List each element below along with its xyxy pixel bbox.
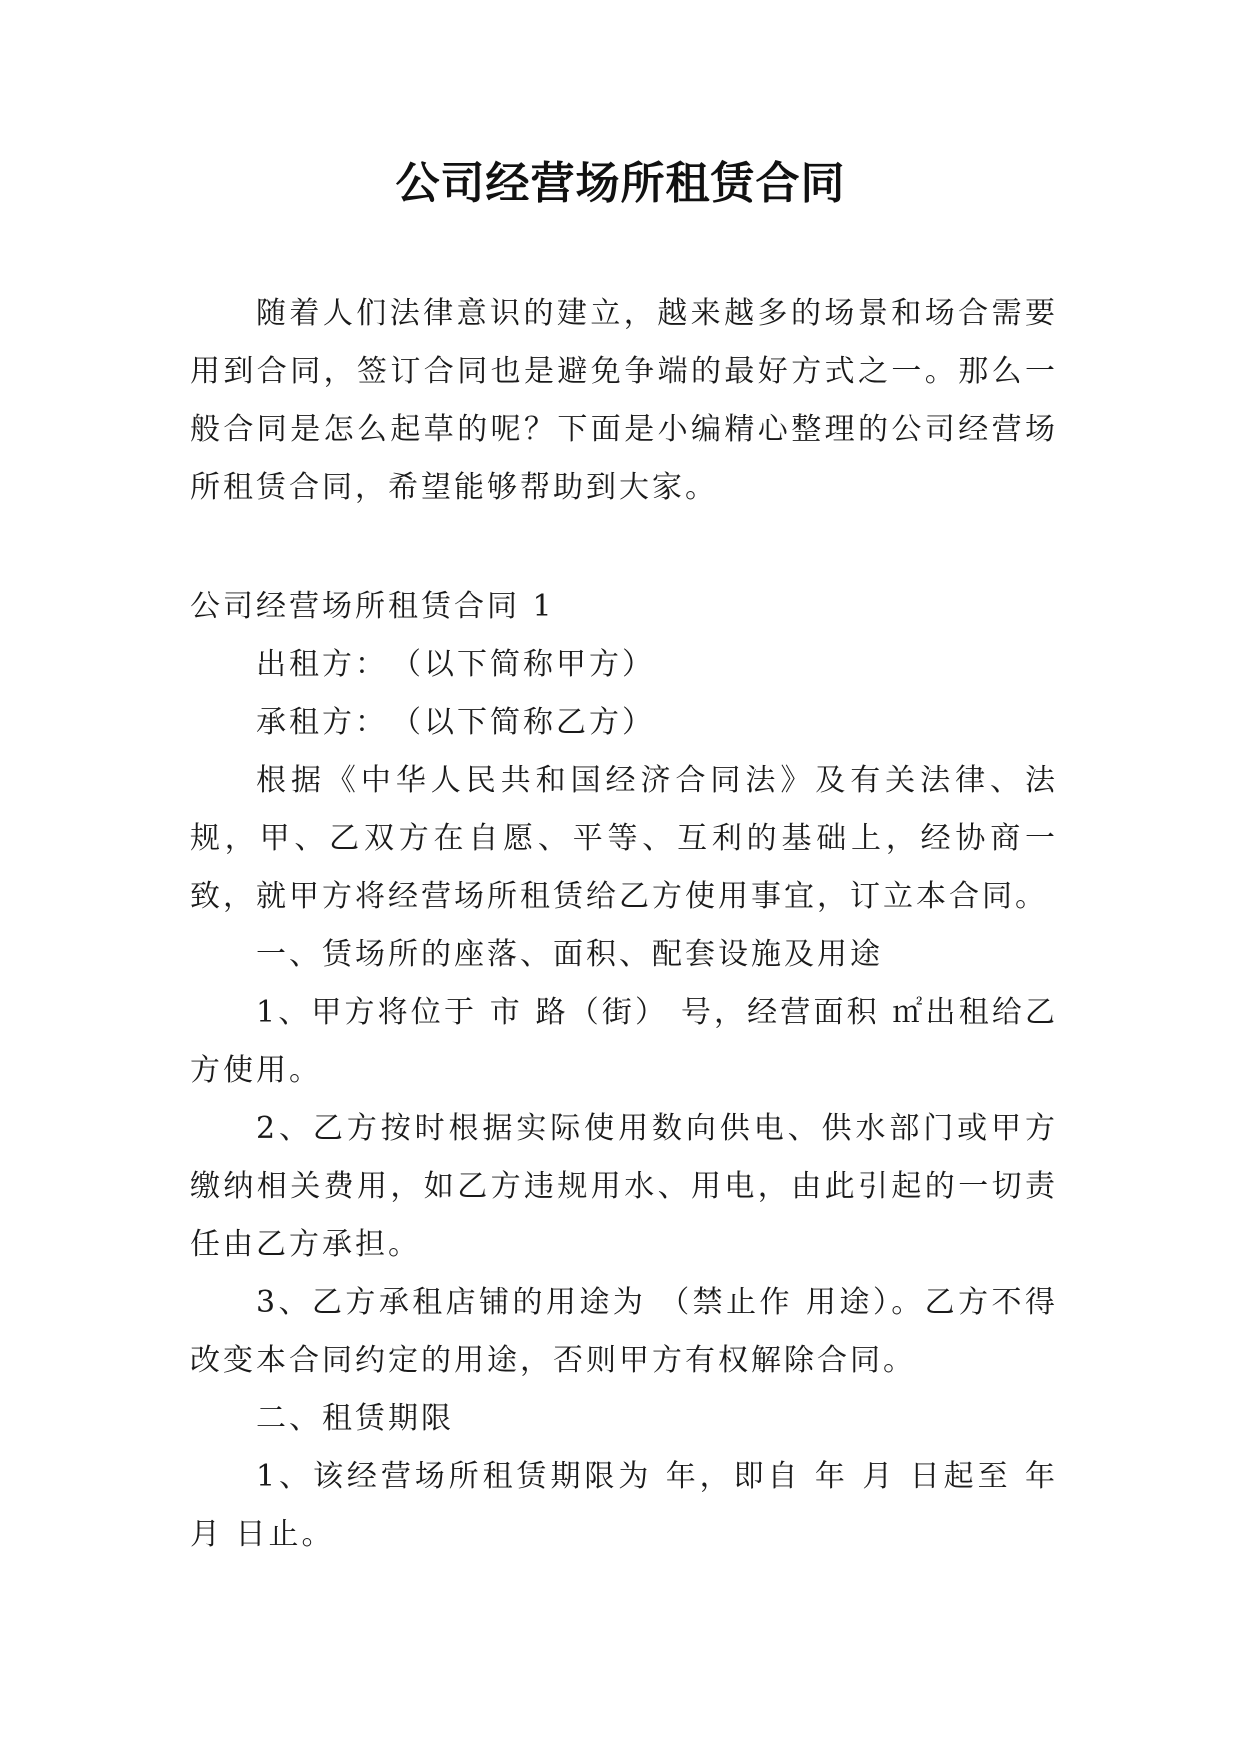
intro-section — [190, 285, 1058, 517]
contract-section — [190, 578, 1058, 1564]
document-title: 公司经营场所租赁合同 — [395, 158, 846, 209]
clause-1-item-1: 1、甲方将位于 市 路（街） 号，经营面积 ㎡出租给乙方使用。 — [190, 995, 1058, 1088]
clause-2-item-1: 1、该经营场所租赁期限为 年，即自 年 月 日起至 年 月 日止。 — [190, 1459, 1058, 1552]
clause-1-item-2: 2、乙方按时根据实际使用数向供电、供水部门或甲方缴纳相关费用，如乙方违规用水、用电，由此引起的一切责任由乙方承担。 — [190, 1111, 1058, 1262]
clause-1-item-3: 3、乙方承租店铺的用途为 （禁止作 用途）。乙方不得改变本合同约定的用途，否则甲方有权解除合同。 — [190, 1285, 1058, 1378]
lessor-line: 出租方： （以下简称甲方） — [256, 647, 655, 682]
clause-heading-2: 二、租赁期限 — [256, 1401, 454, 1436]
preamble-paragraph: 根据《中华人民共和国经济合同法》及有关法律、法规，甲、乙双方在自愿、平等、互利的基础上，经协商一致，就甲方将经营场所租赁给乙方使用事宜，订立本合同。 — [190, 763, 1058, 914]
contract-heading: 公司经营场所租赁合同 1 — [190, 589, 555, 624]
lessee-line: 承租方： （以下简称乙方） — [256, 705, 655, 740]
intro-paragraph: 随着人们法律意识的建立，越来越多的场景和场合需要用到合同，签订合同也是避免争端的最好方式之一。那么一般合同是怎么起草的呢？下面是小编精心整理的公司经营场所租赁合同，希望能够帮助到大家。 — [190, 296, 1058, 505]
clause-heading-1: 一、赁场所的座落、面积、配套设施及用途 — [256, 937, 883, 972]
